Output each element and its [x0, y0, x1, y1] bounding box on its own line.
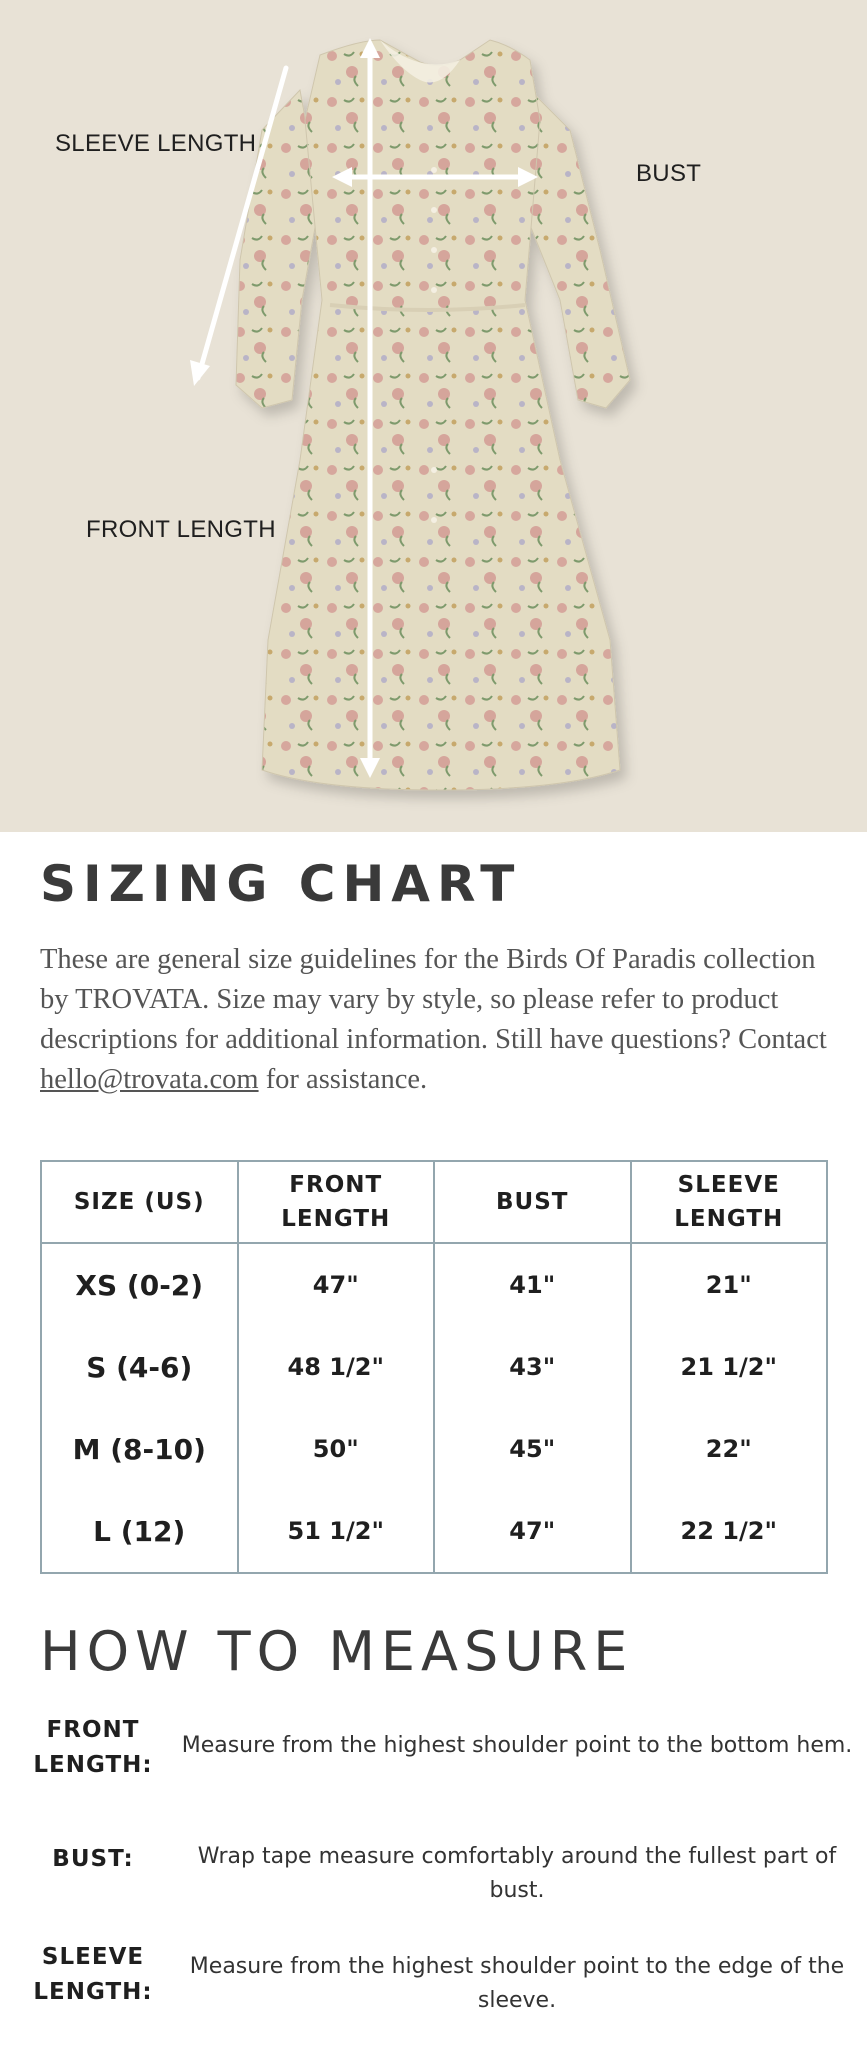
front-length-cell: 47" [238, 1243, 435, 1326]
sleeve-length-cell: 22" [631, 1408, 828, 1490]
intro-paragraph [40, 940, 830, 1100]
sleeve-length-label: SLEEVE LENGTH [55, 130, 257, 157]
front-length-cell: 50" [238, 1408, 435, 1490]
header-size: SIZE (US) [41, 1161, 238, 1243]
sleeve-length-cell: 21" [631, 1243, 828, 1326]
measure-description: Measure from the highest shoulder point to the edge of the sleeve. [189, 1954, 845, 2013]
dress-image [0, 0, 867, 832]
header-front-length: FRONT LENGTH [238, 1161, 435, 1243]
dress-illustration [0, 0, 867, 832]
sleeve-length-cell: 22 1/2" [631, 1490, 828, 1573]
front-length-label: FRONT LENGTH [86, 516, 276, 543]
dress-shape [236, 40, 630, 790]
table-row [41, 1408, 827, 1490]
table-row [41, 1243, 827, 1326]
header-bust: BUST [434, 1161, 631, 1243]
size-cell: M (8-10) [41, 1408, 238, 1490]
intro-tail: for assistance. [258, 1064, 428, 1095]
front-length-cell: 51 1/2" [238, 1490, 435, 1573]
bust-cell: 47" [434, 1490, 631, 1573]
size-cell: S (4-6) [41, 1326, 238, 1408]
sizing-table [40, 1160, 828, 1574]
measure-label: FRONT LENGTH: [33, 1717, 153, 1778]
bust-cell: 41" [434, 1243, 631, 1326]
bust-cell: 43" [434, 1326, 631, 1408]
sleeve-length-cell: 21 1/2" [631, 1326, 828, 1408]
header-sleeve-length: SLEEVE LENGTH [631, 1161, 828, 1243]
size-cell: L (12) [41, 1490, 238, 1573]
how-to-measure-title: HOW TO MEASURE [40, 1620, 634, 1683]
contact-email-link[interactable]: hello@trovata.com [40, 1064, 259, 1095]
intro-text: These are general size guidelines for the Birds Of Paradis collection by TROVATA. Size may vary by style, so please refer to product descriptions for additional information. Still have questions? Contact [40, 944, 827, 1055]
size-cell: XS (0-2) [41, 1243, 238, 1326]
measure-description: Measure from the highest shoulder point to the bottom hem. [181, 1733, 853, 1758]
sizing-chart-title: SIZING CHART [40, 855, 522, 913]
front-length-cell: 48 1/2" [238, 1326, 435, 1408]
bust-label: BUST [636, 160, 702, 187]
measure-label: BUST: [52, 1846, 134, 1872]
table-header-row [41, 1161, 827, 1243]
table-row [41, 1490, 827, 1573]
bust-cell: 45" [434, 1408, 631, 1490]
measure-description: Wrap tape measure comfortably around the fullest part of bust. [197, 1844, 837, 1903]
table-row [41, 1326, 827, 1408]
measure-label: SLEEVE LENGTH: [33, 1944, 153, 2005]
